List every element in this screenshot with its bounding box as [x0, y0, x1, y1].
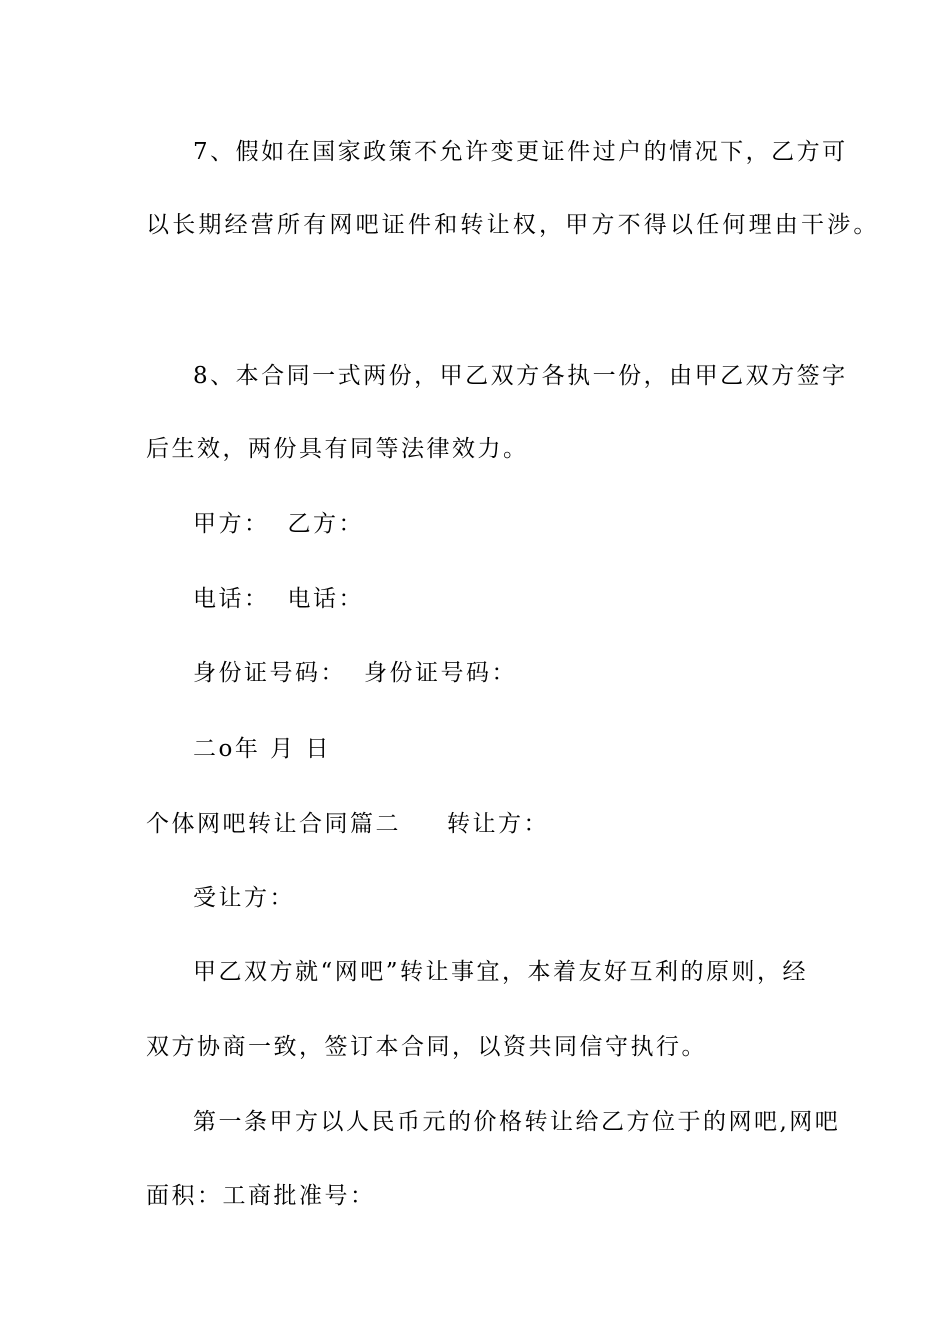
phone-a-label: 电话： — [193, 586, 270, 612]
phone-line — [193, 584, 364, 614]
id-a-label: 身份证号码： — [193, 660, 346, 686]
clause-8-line-1: 8、本合同一式两份，甲乙双方各执一份，由甲乙双方签字 — [193, 363, 848, 389]
intro-line-2: 双方协商一致，签订本合同，以资共同信守执行。 — [146, 1034, 707, 1060]
transferor-label: 转让方： — [447, 811, 549, 837]
id-b-label: 身份证号码： — [364, 660, 517, 686]
id-number-line — [193, 658, 517, 688]
party-a-label: 甲方： — [193, 511, 270, 537]
date-line: 二o年 月 日 — [193, 736, 331, 762]
article-1-line-2: 面积：工商批准号： — [146, 1183, 376, 1209]
clause-8-line-2: 后生效，两份具有同等法律效力。 — [146, 436, 529, 462]
transferee-label: 受让方： — [193, 885, 295, 911]
phone-b-label: 电话： — [287, 586, 364, 612]
party-b-label: 乙方： — [287, 511, 364, 537]
party-signature-line — [193, 509, 364, 539]
section-heading-line — [146, 809, 549, 839]
intro-line-1: 甲乙双方就“网吧”转让事宜，本着友好互利的原则，经 — [193, 959, 809, 985]
section-title: 个体网吧转让合同篇二 — [146, 811, 401, 837]
article-1-line-1: 第一条甲方以人民币元的价格转让给乙方位于的网吧,网吧 — [193, 1109, 841, 1135]
clause-7-line-2: 以长期经营所有网吧证件和转让权，甲方不得以任何理由干涉。 — [146, 212, 880, 238]
clause-7-line-1: 7、假如在国家政策不允许变更证件过户的情况下，乙方可 — [193, 139, 848, 165]
